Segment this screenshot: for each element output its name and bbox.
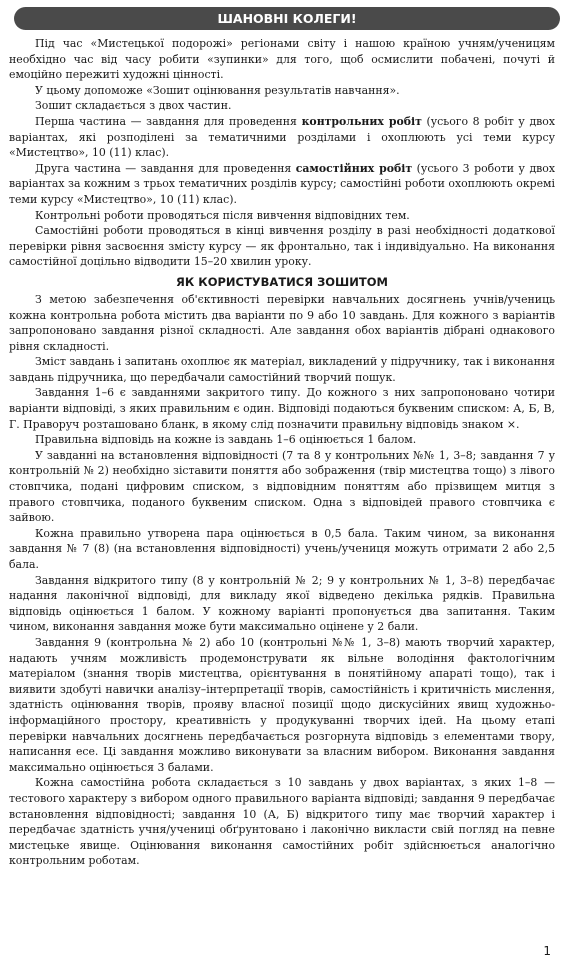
intro-paragraph: У цьому допоможе «Зошит оцінювання результатів навчання».	[35, 83, 400, 97]
section-paragraph: Кожна самостійна робота складається з 10 завдань у двох варіантах, з яких 1–8 — тестового характеру з вибором одного правильного варіанта відповіді; завдання 9 передбачає встановлення відповідності; завдання 10 (А, Б) відкритого типу має творчий характер і передбачає здатність учня/учениці обґрунтовано і лаконічно викласти свій погляд на певне мистецьке явище. Оцінювання виконання самостійних робіт здійснюється аналогічно контрольним роботам.	[9, 776, 555, 868]
section-heading: ЯК КОРИСТУВАТИСЯ ЗОШИТОМ	[176, 274, 388, 289]
header-title: ШАНОВНІ КОЛЕГИ!	[217, 11, 357, 26]
section-paragraph: З метою забезпечення об'єктивності перевірки навчальних досягнень учнів/учениць кожна контрольна робота містить два варіанти по 9 або 10 завдань. Для кожного з варіантів запропоновано завдання різної складності. Але завдання обох варіантів дібрані однакового рівня складності.	[9, 292, 555, 353]
intro-paragraph: Перша частина — завдання для проведення контрольних робіт (усього 8 робіт у двох варіантах, які розподілені за тематичними розділами і охоплюють усі теми курсу «Мистецтво», 10 (11) клас).	[9, 114, 555, 160]
page-header-banner	[14, 7, 560, 30]
section-paragraph: Зміст завдань і запитань охоплює як матеріал, викладений у підручнику, так і виконання завдань підручника, що передбачали самостійний творчий пошук.	[9, 355, 555, 384]
section-paragraph: Завдання 9 (контрольна № 2) або 10 (контрольні №№ 1, 3–8) мають творчий характер, надають учням можливість продемонструвати як вільне володіння фактологічним матеріалом (знання творів мистецтва, орієнтування в понятійному апараті тощо), так і виявити здобуті навички аналізу–інтерпретації творів, самостійність і критичність мислення, здатність оцінювання творів, прояву власної позиції щодо дискусійних явищ художньо-інформаційного простору, креативність у продукуванні творчих ідей. На цьому етапі перевірки навчальних досягнень передбачається розгорнута відповідь з елементами твору, написання есе. Ці завдання можливо виконувати за власним вибором. Виконання завдання максимально оцінюється 3 балами.	[9, 635, 555, 774]
section-paragraph: Правильна відповідь на кожне із завдань 1–6 оцінюється 1 балом.	[35, 433, 417, 447]
section-paragraph: У завданні на встановлення відповідності (7 та 8 у контрольних №№ 1, 3–8; завдання 7 у контрольній № 2) необхідно зіставити поняття або зображення (твір мистецтва тощо) з лівого стовпчика, подані цифровим списком, з відповідним поняттям або прізвищем митця з правого стовпчика, поданого буквеним списком. Одна з відповідей правого стовпчика є зайвою.	[9, 448, 555, 525]
intro-paragraph: Друга частина — завдання для проведення самостійних робіт (усього 3 роботи у двох варіантах за кожним з трьох тематичних розділів курсу; самостійні роботи охоплюють окремі теми курсу «Мистецтво», 10 (11) клас).	[9, 161, 555, 206]
intro-paragraph: Самостійні роботи проводяться в кінці вивчення розділу в разі необхідності додаткової перевірки рівня засвоєння змісту курсу — як фронтально, так і індивідуально. На виконання самостійної доцільно відводити 15–20 хвилин уроку.	[9, 224, 555, 269]
bold-term: самостійних робіт	[295, 161, 413, 175]
document-body	[9, 36, 555, 869]
bold-term: контрольних робіт	[301, 114, 422, 128]
intro-paragraph: Зошит складається з двох частин.	[35, 99, 232, 113]
intro-paragraph: Під час «Мистецької подорожі» регіонами світу і нашою країною учням/ученицям необхідно час від часу робити «зупинки» для того, щоб осмислити побачені, почуті й емоційно пережиті художні цінності.	[9, 37, 555, 82]
page-number: 1	[543, 944, 551, 958]
section-paragraph: Завдання 1–6 є завданнями закритого типу. До кожного з них запропоновано чотири варіанти відповіді, з яких правильним є один. Відповіді подаються буквеним списком: А, Б, В, Г. Праворуч розташовано бланк, в якому слід позначити правильну відповідь знаком ×.	[9, 386, 555, 431]
section-paragraph: Завдання відкритого типу (8 у контрольній № 2; 9 у контрольних № 1, 3–8) передбачає надання лаконічної відповіді, для викладу якої відведено декілька рядків. Правильна відповідь оцінюється 1 балом. У кожному варіанті пропонується два запитання. Таким чином, виконання завдання може бути максимально оцінене у 2 бали.	[9, 573, 555, 634]
intro-paragraph: Контрольні роботи проводяться після вивчення відповідних тем.	[35, 208, 410, 222]
section-paragraph: Кожна правильно утворена пара оцінюється в 0,5 бала. Таким чином, за виконання завдання № 7 (8) (на встановлення відповідності) учень/учениця можуть отримати 2 або 2,5 бала.	[9, 526, 555, 571]
